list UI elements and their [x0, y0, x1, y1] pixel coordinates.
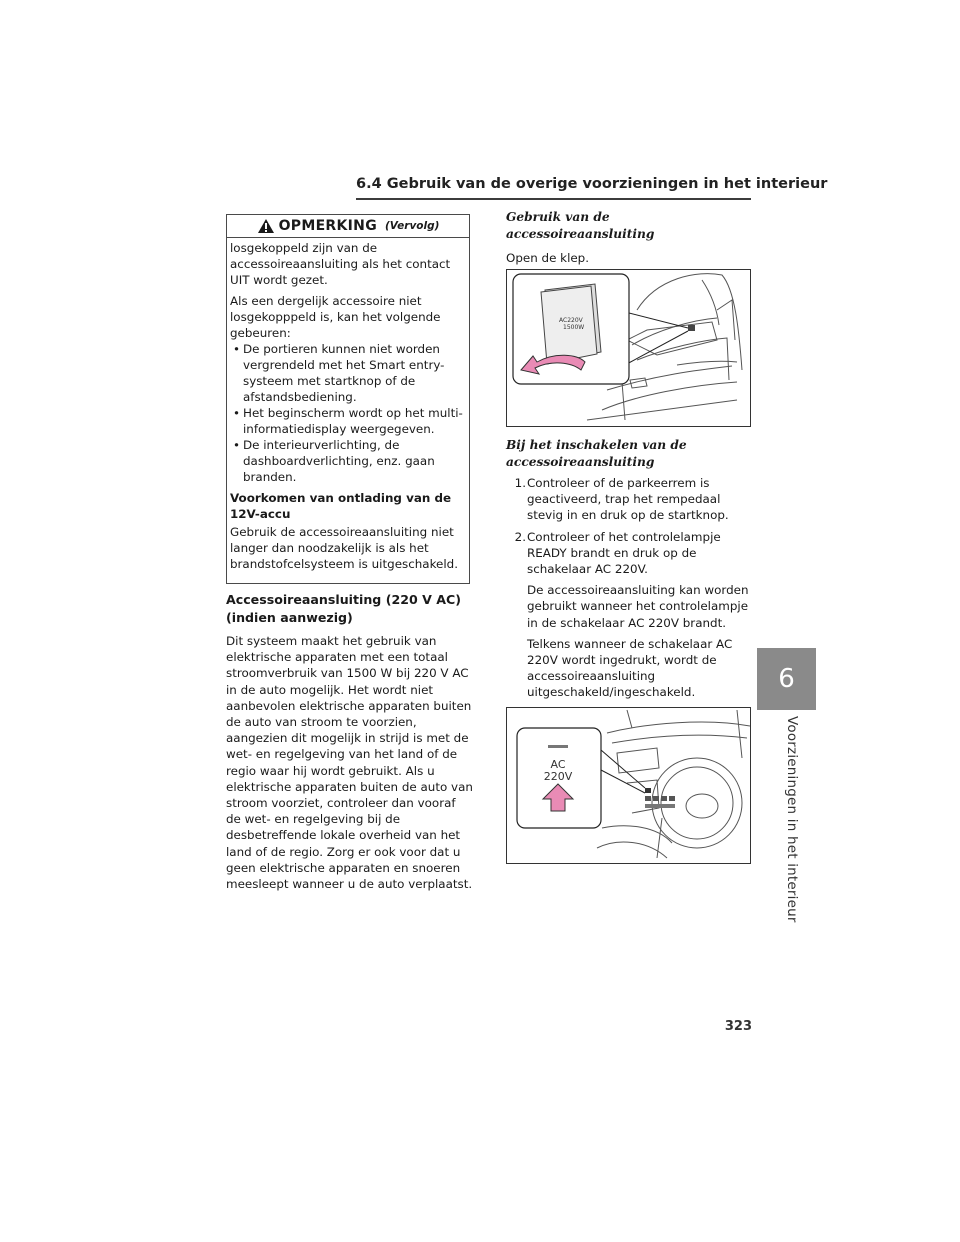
list-item [506, 475, 756, 524]
chapter-tab[interactable] [757, 648, 816, 710]
fig1-label-line2: 1500W [563, 324, 585, 331]
open-cover-text: Open de klep. [506, 251, 590, 265]
step-text: Controleer of het controlelampje READY brandt en druk op de schakelaar AC 220V. [527, 529, 721, 577]
right-column [506, 209, 756, 271]
use-heading: Gebruik van de accessoireaansluiting [506, 210, 655, 241]
accessory-outlet-description: Dit systeem maakt het gebruik van elektrische apparaten met een totaal stroomverbruik van 1500 W bij 220 V AC in de auto mogelijk. Het wordt niet aanbevolen elektrische apparaten buiten de auto van stroom te voorzien, aangezien dit mogelijk in strijd is met de wet- en regelgeving van het land of de regio waar hij wordt gebruikt. Als u elektrische apparaten buiten de auto van stroom voorziet, controleer dan vooraf de wet- en regelgeving bij de desbetreffende lokale overheid van het land of de regio. Zorg er ook voor dat u geen elektrische apparaten en snoeren meesleept wanneer u de auto verplaatst. [226, 634, 473, 892]
list-item: • Het beginscherm wordt op het multi-informatiedisplay weergegeven. [230, 405, 465, 437]
switch-on-heading: Bij het inschakelen van de accessoireaansluiting [506, 438, 687, 469]
chapter-title: Voorzieningen in het interieur [784, 716, 800, 923]
list-item [506, 529, 756, 701]
notice-paragraph-3: Gebruik de accessoireaansluiting niet langer dan noodzakelijk is als het brandstofcelsysteem is uitgeschakeld. [230, 525, 458, 571]
right-column-steps [506, 437, 756, 701]
header-rule [356, 198, 751, 200]
notice-title: OPMERKING [278, 218, 377, 234]
fig2-label-line2: 220V [543, 770, 573, 783]
list-item: • De portieren kunnen niet worden vergrendeld met het Smart entry-systeem met startknop of de afstandsbediening. [230, 341, 465, 405]
step-number: 1. [514, 476, 526, 490]
left-column [226, 591, 474, 897]
notice-continued: (Vervolg) [384, 220, 440, 232]
chapter-number: 6 [778, 664, 795, 694]
warning-icon [257, 218, 275, 234]
figure-ac-switch [506, 707, 751, 864]
step-number: 2. [514, 529, 526, 544]
step-note: De accessoireaansluiting kan worden gebruikt wanneer het controlelampje in de schakelaar AC 220V brandt. [527, 583, 749, 630]
notice-body [227, 238, 469, 572]
figure-outlet-cover [506, 269, 751, 427]
fig2-label-line1: AC [550, 758, 566, 771]
notice-paragraph-2: Als een dergelijk accessoire niet losgekopppeld is, kan het volgende gebeuren: [230, 294, 441, 340]
list-item: • De interieurverlichting, de dashboardverlichting, enz. gaan branden. [230, 437, 465, 485]
steps-list [506, 475, 756, 701]
outlet-cover-illustration [541, 284, 601, 364]
step-text: Controleer of de parkeerrem is geactiveerd, trap het rempedaal stevig in en druk op de startknop. [527, 476, 729, 523]
button-row [645, 788, 675, 808]
section-title-accessory-outlet: Accessoireaansluiting (220 V AC) (indien aanwezig) [226, 592, 461, 625]
notice-paragraph-1: losgekoppeld zijn van de accessoireaansluiting als het contact UIT wordt gezet. [230, 241, 451, 287]
notice-subheading: Voorkomen van ontlading van de 12V-accu [230, 491, 452, 521]
section-header: 6.4 Gebruik van de overige voorzieningen in het interieur [356, 176, 828, 192]
notice-header [227, 215, 469, 238]
fig1-label-line1: AC220V [559, 317, 583, 324]
indicator-lamp [548, 745, 568, 748]
notice-box [226, 214, 470, 584]
step-note: Telkens wanneer de schakelaar AC 220V wordt ingedrukt, wordt de accessoireaansluiting uitgeschakeld/ingeschakeld. [527, 636, 733, 700]
page-number: 323 [724, 1019, 752, 1034]
notice-bullet-list [230, 341, 465, 485]
